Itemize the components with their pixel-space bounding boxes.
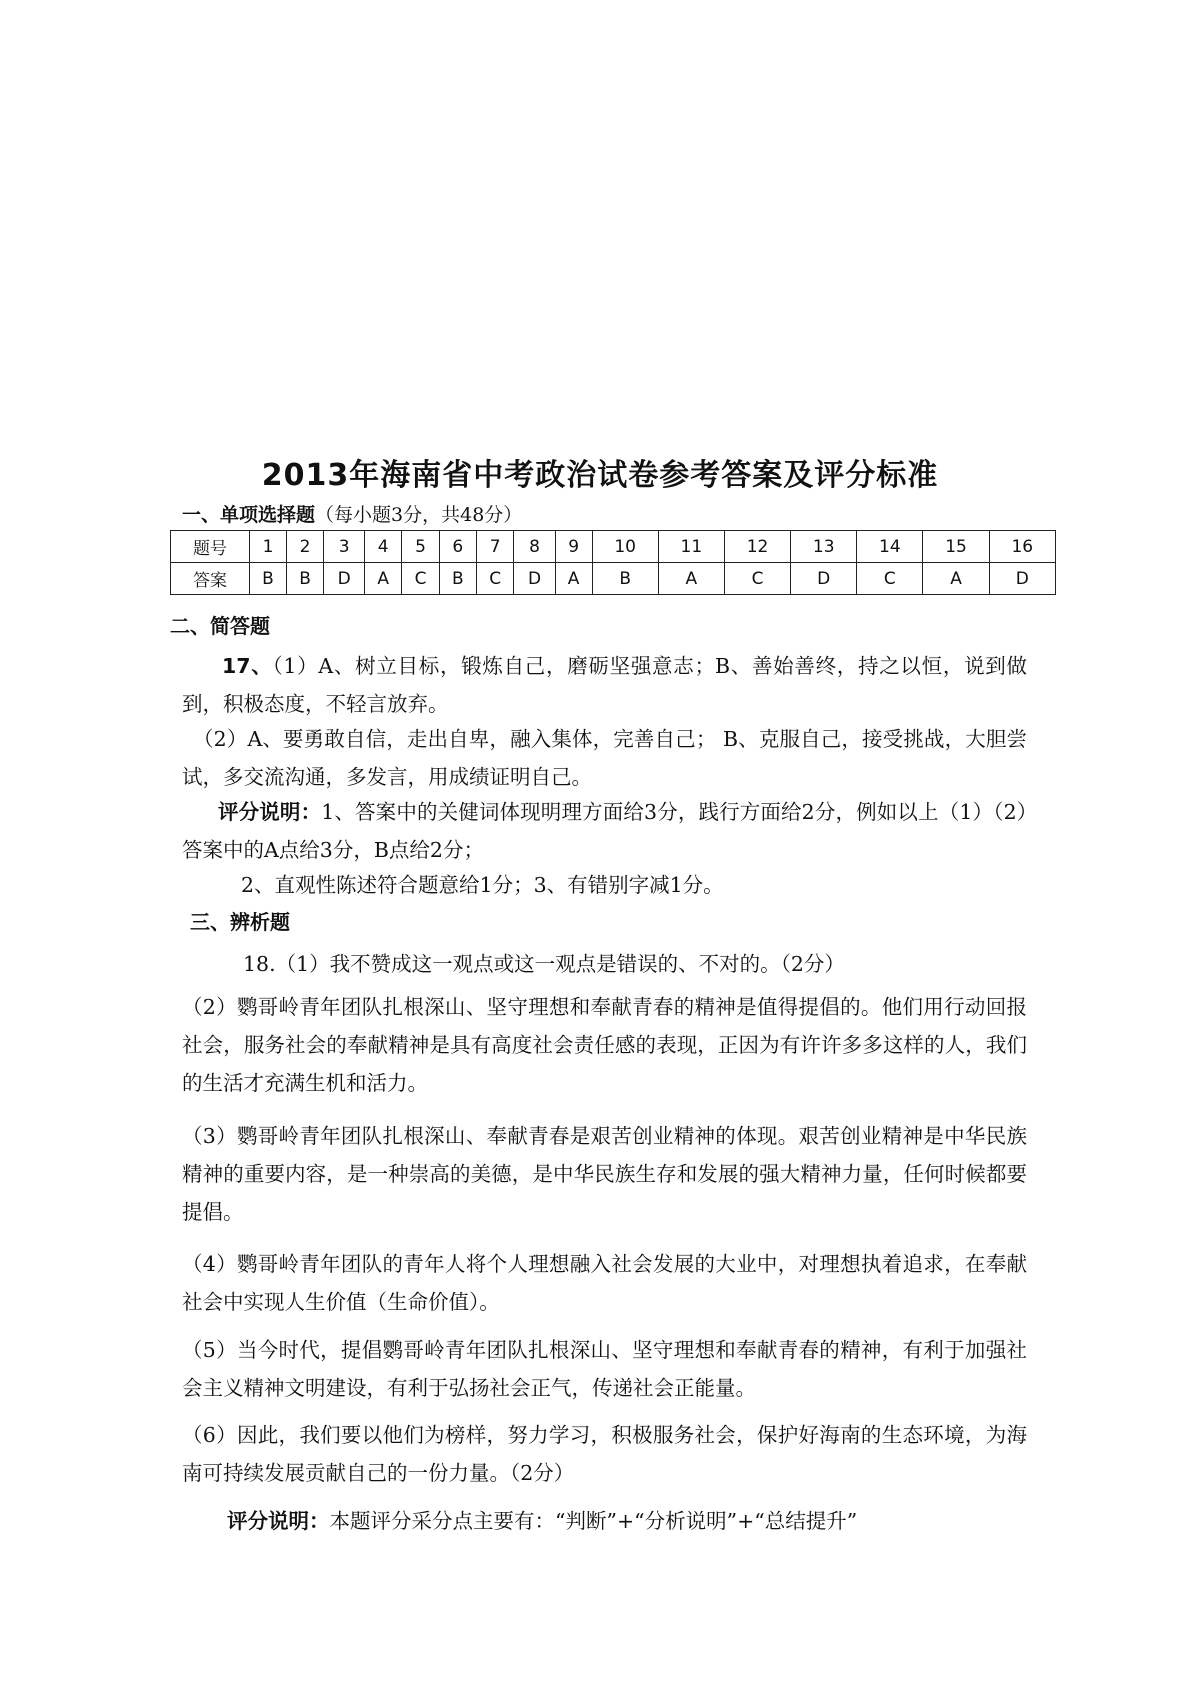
question-number-cell: 11 (658, 531, 724, 563)
q18-part1: 18.（1）我不赞成这一观点或这一观点是错误的、不对的。（2分） (243, 952, 845, 976)
answer-cell: D (989, 563, 1055, 595)
q17-scoring-2: 2、直观性陈述符合题意给1分；3、有错别字减1分。 (241, 873, 724, 897)
question-number-cell: 4 (365, 531, 402, 563)
answer-cell: D (791, 563, 857, 595)
section1-heading-line (182, 500, 522, 527)
q18-scoring (182, 1502, 1027, 1540)
q18-scoring-text: 本题评分采分点主要有：“判断”+“分析说明”+“总结提升” (329, 1509, 858, 1533)
q17-part1-text: （1）A、树立目标，锻炼自己，磨砺坚强意志；B、善始善终，持之以恒，说到做到，积极态度，不轻言放弃。 (182, 654, 1027, 716)
q17-scoring-text: 1、答案中的关健词体现明理方面给3分，践行方面给2分，例如以上（1）（2）答案中的A点给3分，B点给2分； (182, 800, 1028, 862)
answer-cell: A (658, 563, 724, 595)
answer-cell: A (555, 563, 592, 595)
question-number-cell: 5 (402, 531, 440, 563)
q18-part2: （2）鹦哥岭青年团队扎根深山、坚守理想和奉献青春的精神是值得提倡的。他们用行动回报社会，服务社会的奉献精神是具有高度社会责任感的表现，正因为有许许多多这样的人，我们的生活才充满生机和活力。 (182, 995, 1027, 1095)
page-title: 2013年海南省中考政治试卷参考答案及评分标准 (261, 458, 939, 493)
answer-cell: D (324, 563, 365, 595)
q17-part2: （2）A、要勇敢自信，走出自卑，融入集体，完善自己； B、克服自己，接受挑战，大胆尝试，多交流沟通，多发言，用成绩证明自己。 (182, 727, 1027, 789)
q17-number: 17、 (222, 654, 273, 678)
q17-scoring (182, 793, 1027, 869)
question-number-cell: 6 (439, 531, 476, 563)
question-number-cell: 10 (592, 531, 658, 563)
answer-cell: C (857, 563, 923, 595)
answer-cell: B (439, 563, 476, 595)
question-number-cell: 2 (287, 531, 324, 563)
q18-scoring-label: 评分说明： (227, 1509, 330, 1533)
section1-heading: 一、单项选择题 (182, 504, 316, 526)
question-number-cell: 16 (989, 531, 1055, 563)
question-number-cell: 13 (791, 531, 857, 563)
q18-part6: （6）因此，我们要以他们为榜样，努力学习，积极服务社会，保护好海南的生态环境，为海南可持续发展贡献自己的一份力量。（2分） (182, 1423, 1027, 1485)
section1-note: （每小题3分，共48分） (315, 504, 523, 526)
answer-cell: A (923, 563, 989, 595)
answer-cell: C (724, 563, 790, 595)
question-number-cell: 3 (324, 531, 365, 563)
answer-table-question-row (171, 531, 1056, 563)
answer-cell: B (592, 563, 658, 595)
question-number-cell: 7 (476, 531, 514, 563)
q17-scoring-label: 评分说明： (218, 800, 322, 824)
answer-cell: C (402, 563, 440, 595)
q17-part1 (182, 647, 1027, 723)
question-row-label: 题号 (171, 531, 250, 563)
answer-cell: A (365, 563, 402, 595)
q18-part5: （5）当今时代，提倡鹦哥岭青年团队扎根深山、坚守理想和奉献青春的精神，有利于加强社会主义精神文明建设，有利于弘扬社会正气，传递社会正能量。 (182, 1338, 1027, 1400)
answer-cell: D (514, 563, 555, 595)
answer-row-label: 答案 (171, 563, 250, 595)
section3-heading: 三、辨析题 (190, 910, 290, 934)
question-number-cell: 1 (250, 531, 287, 563)
answer-cell: B (287, 563, 324, 595)
q18-part4: （4）鹦哥岭青年团队的青年人将个人理想融入社会发展的大业中，对理想执着追求，在奉献社会中实现人生价值（生命价值）。 (182, 1252, 1027, 1314)
question-number-cell: 15 (923, 531, 989, 563)
question-number-cell: 12 (724, 531, 790, 563)
question-number-cell: 8 (514, 531, 555, 563)
answer-table (170, 530, 1056, 595)
answer-cell: C (476, 563, 514, 595)
question-number-cell: 14 (857, 531, 923, 563)
q18-part3: （3）鹦哥岭青年团队扎根深山、奉献青春是艰苦创业精神的体现。艰苦创业精神是中华民族精神的重要内容，是一种崇高的美德，是中华民族生存和发展的强大精神力量，任何时候都要提倡。 (182, 1124, 1027, 1224)
question-number-cell: 9 (555, 531, 592, 563)
section2-heading: 二、简答题 (170, 614, 270, 638)
answer-cell: B (250, 563, 287, 595)
answer-table-answer-row (171, 563, 1056, 595)
